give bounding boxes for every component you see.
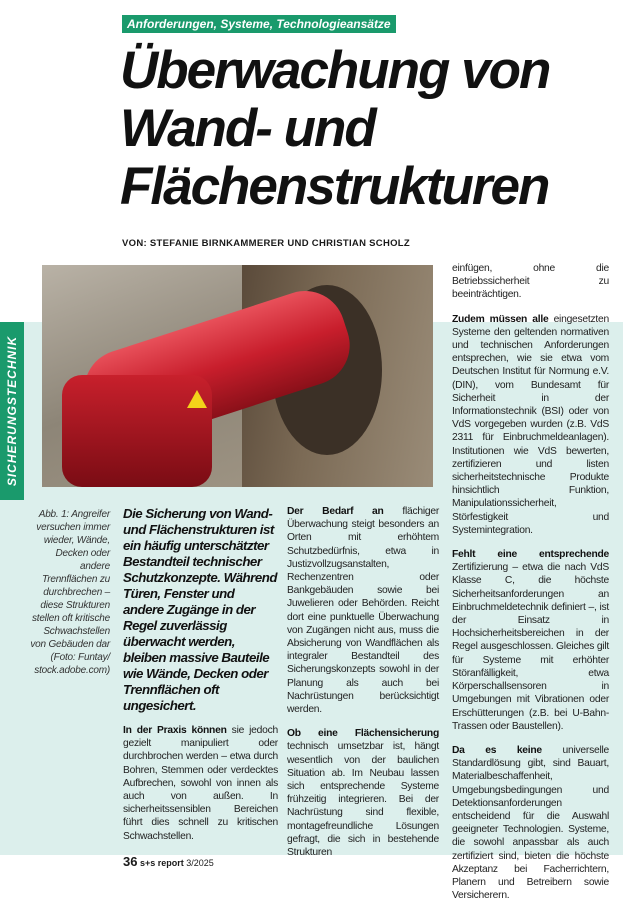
paragraph-lead-in: Fehlt eine entsprechende [452,549,609,561]
warning-icon [187,390,207,408]
text-column-1 [123,724,278,843]
paragraph [452,744,609,902]
paragraph [452,548,609,733]
paragraph-lead-in: In der Praxis können [123,725,227,736]
paragraph-lead-in: Zudem müssen alle [452,313,549,325]
paragraph [287,505,439,716]
paragraph-text: eingesetzten Systeme den geltenden normativen und technischen Anforderungen entsprechen, wie sie etwa vom Deutschen Institut für Normung e.V. (DIN), vom Bundesamt für Sicherheit in der Informationstechnik (BSI) oder von VdS vorgegeben wurden (z.B. VdS 2311 für Einbruchmeldeanlagen). Institutionen wie VdS bewerten, zertifizieren und listen sicherheitstechnische Produkte hinsichtlich Funktion, Manipulationssicherheit, Störfestigkeit und Systemintegration. [452,313,609,536]
title-line: Wand- und [120,99,375,158]
article-photo [42,265,433,487]
paragraph-text: sie jedoch gezielt manipuliert oder durchbrochen werden – etwa durch Bohren, Stemmen oder verdecktes Aufbrechen, sowohl von innen als auch von außen. In sicherheitssensiblen Bereichen führt dies schnell zu kritischen Schwachstellen. [123,725,278,842]
paragraph-text: technisch umsetzbar ist, hängt wesentlich von der baulichen Situation ab. Im Neubau lassen sich entsprechende Systeme frühzeitig integrieren. Bei der Nachrüstung sind flexible, montagefreundliche Lösungen gefragt, die sich in bestehende Strukturen [287,741,439,859]
page-number: 36 [123,853,138,869]
paragraph-text: einfügen, ohne die Betriebssicherheit zu beeinträchtigen. [452,263,609,301]
byline: VON: STEFANIE BIRNKAMMERER UND CHRISTIAN SCHOLZ [122,238,411,249]
page-folio [123,854,278,869]
magazine-name: s+s report [139,857,184,868]
paragraph-lead-in: Da es keine [452,744,542,756]
text-column-3 [452,262,609,913]
lead-paragraph: Die Sicherung von Wand- und Flächenstrukturen ist ein häufig unterschätzter Bestandteil technischer Schutzkonzepte. Während Türen, Fenster und andere Zugänge in der Regel zuverlässig überwacht werden, bleiben massive Bauteile wie Wände, Decken oder Trennflächen oft ungesichert. [123,506,277,713]
paragraph-text: Zertifizierung – etwa die nach VdS Klasse C, die höchste Sicherheitsanforderungen an Einbruchmeldetechnik definiert –, ist der Einsatz in Hochsicherheitsbereichen in der Regel ausgeschlossen. Gleiches gilt für Systeme mit erhöhter Störanfälligkeit, etwa Körperschallsensoren in Umgebungen mit Vibrationen oder Erschütterungen (z.B. bei U-Bahn-Trassen oder Baustellen). [452,562,609,732]
section-tab [0,322,24,500]
kicker: Anforderungen, Systeme, Technologieansätze [122,15,396,33]
photo-caption: Abb. 1: Angreifer versuchen immer wieder, Wände, Decken oder andere Trennflächen zu durchbrechen – diese Strukturen stellen oft kritische Schwachstellen von Gebäuden dar (Foto: Funtay/ stock.adobe.com) [30,509,110,676]
paragraph [287,727,439,859]
issue: 3/2025 [186,857,214,868]
left-text-flow [123,506,278,869]
paragraph-text: flächiger Überwachung steigt besonders an Orten mit erhöhtem Schutzbedürfnis, etwa in Justizvollzugsanstalten, Rechenzentren oder Bankgebäuden sowie bei Juwelieren oder Behörden. Reicht dort eine punktuelle Überwachung von Zugängen nicht aus, muss die Absicherung von Wandflächen als integraler Bestandteil des Sicherungskonzepts sowohl in der Planung als auch bei Nachrüstungen berücksichtigt werden. [287,506,440,716]
paragraph [452,313,609,537]
paragraph-lead-in: Ob eine Flächensicherung [287,728,439,740]
paragraph-text: universelle Standardlösung gibt, sind Bauart, Materialbeschaffenheit, Umgebungsbedingungen und Detektionsanforderungen entscheidend für die Auswahl geeigneter Technologien. Systeme, die sowohl anpassbar als auch zertifiziert sind, bieten die höchste Akzeptanz bei Facherrichtern, Planern und Betreibern sowie Versicherern. [452,744,609,902]
text-column-2 [287,505,439,870]
paragraph [452,262,609,302]
title-line: Flächenstrukturen [120,157,549,216]
title-line: Überwachung von [120,41,550,100]
paragraph-lead-in: Der Bedarf an [287,506,384,517]
section-label: SICHERUNGSTECHNIK [5,335,19,487]
paragraph [123,724,278,843]
article-title [120,42,549,216]
